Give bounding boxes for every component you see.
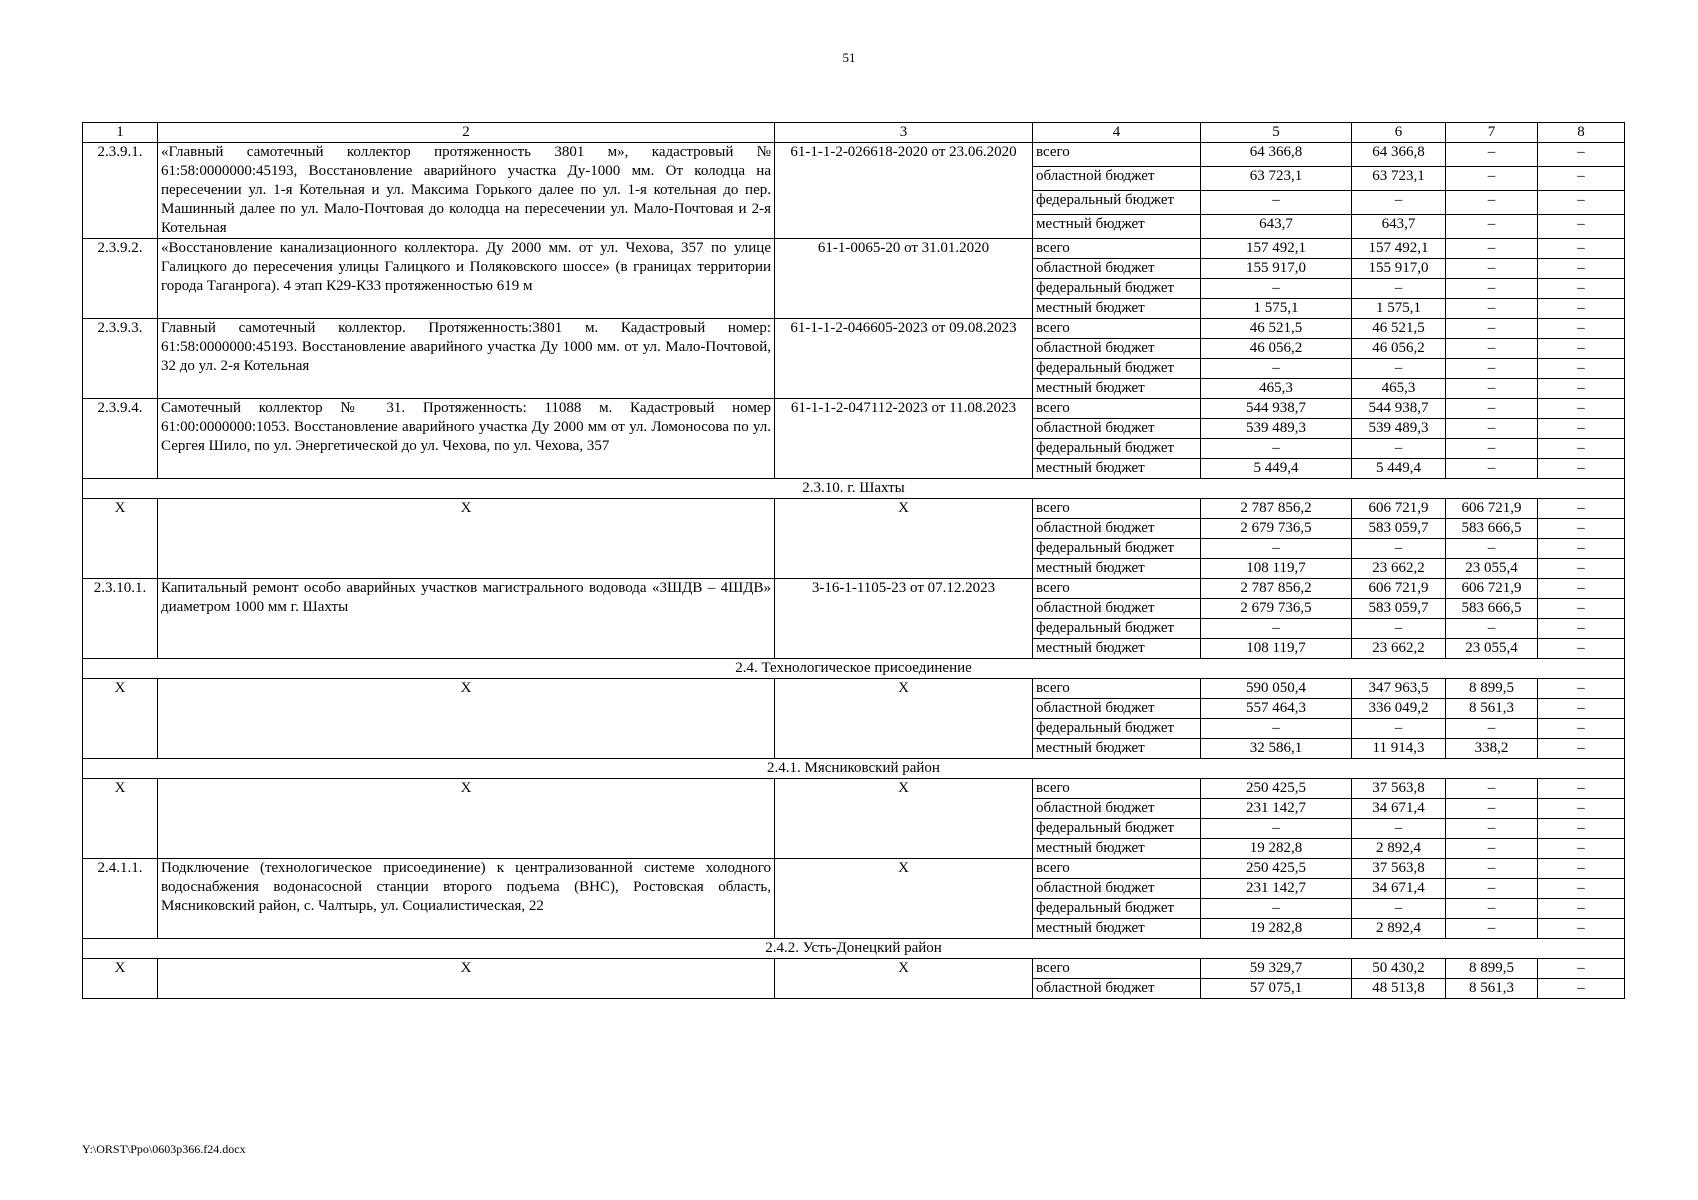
funding-source: областной бюджет bbox=[1033, 799, 1201, 819]
section-title: 2.4.2. Усть-Донецкий район bbox=[83, 939, 1625, 959]
value-col7: – bbox=[1446, 299, 1538, 319]
value-col8: – bbox=[1538, 699, 1625, 719]
value-col5: 2 787 856,2 bbox=[1201, 499, 1352, 519]
funding-source: местный бюджет bbox=[1033, 839, 1201, 859]
section-row bbox=[83, 939, 1625, 959]
value-col5: 19 282,8 bbox=[1201, 919, 1352, 939]
value-col6: 155 917,0 bbox=[1352, 259, 1446, 279]
funding-source: федеральный бюджет bbox=[1033, 439, 1201, 459]
item-number: 2.3.10.1. bbox=[83, 579, 158, 659]
value-col5: – bbox=[1201, 899, 1352, 919]
value-col5: 544 938,7 bbox=[1201, 399, 1352, 419]
item-registration: Х bbox=[775, 859, 1033, 939]
item-registration: 61-1-1-2-046605-2023 от 09.08.2023 bbox=[775, 319, 1033, 399]
value-col7: – bbox=[1446, 419, 1538, 439]
value-col6: 544 938,7 bbox=[1352, 399, 1446, 419]
value-col6: – bbox=[1352, 359, 1446, 379]
value-col6: 23 662,2 bbox=[1352, 639, 1446, 659]
section-title: 2.4.1. Мясниковский район bbox=[83, 759, 1625, 779]
value-col5: 2 787 856,2 bbox=[1201, 579, 1352, 599]
value-col8: – bbox=[1538, 739, 1625, 759]
header-cell: 8 bbox=[1538, 123, 1625, 143]
value-col7: – bbox=[1446, 239, 1538, 259]
value-col7: – bbox=[1446, 215, 1538, 239]
header-cell: 2 bbox=[158, 123, 775, 143]
funding-source: всего bbox=[1033, 143, 1201, 167]
item-number: 2.4.1.1. bbox=[83, 859, 158, 939]
funding-source: федеральный бюджет bbox=[1033, 359, 1201, 379]
item-description: Х bbox=[158, 679, 775, 759]
value-col5: 155 917,0 bbox=[1201, 259, 1352, 279]
table-row bbox=[83, 399, 1625, 419]
item-number: 2.3.9.4. bbox=[83, 399, 158, 479]
value-col6: 63 723,1 bbox=[1352, 167, 1446, 191]
funding-source: местный бюджет bbox=[1033, 919, 1201, 939]
value-col5: 643,7 bbox=[1201, 215, 1352, 239]
header-cell: 6 bbox=[1352, 123, 1446, 143]
value-col6: 23 662,2 bbox=[1352, 559, 1446, 579]
value-col5: 465,3 bbox=[1201, 379, 1352, 399]
value-col5: 32 586,1 bbox=[1201, 739, 1352, 759]
value-col7: 8 561,3 bbox=[1446, 699, 1538, 719]
value-col7: 23 055,4 bbox=[1446, 639, 1538, 659]
value-col6: 46 521,5 bbox=[1352, 319, 1446, 339]
funding-source: областной бюджет bbox=[1033, 339, 1201, 359]
item-registration: Х bbox=[775, 959, 1033, 999]
funding-source: всего bbox=[1033, 959, 1201, 979]
funding-source: местный бюджет bbox=[1033, 379, 1201, 399]
item-description: Подключение (технологическое присоединение) к централизованной системе холодного водоснабжения водонасосной станции второго подъема (ВНС), Ростовская область, Мясниковский район, с. Чалтырь, ул. Социалистическая, 22 bbox=[158, 859, 775, 939]
value-col5: 46 056,2 bbox=[1201, 339, 1352, 359]
table-row bbox=[83, 779, 1625, 799]
value-col8: – bbox=[1538, 339, 1625, 359]
funding-source: областной бюджет bbox=[1033, 979, 1201, 999]
value-col7: – bbox=[1446, 619, 1538, 639]
value-col5: 590 050,4 bbox=[1201, 679, 1352, 699]
item-description: Капитальный ремонт особо аварийных участков магистрального водовода «3ШДВ – 4ШДВ» диаметром 1000 мм г. Шахты bbox=[158, 579, 775, 659]
header-cell: 5 bbox=[1201, 123, 1352, 143]
value-col8: – bbox=[1538, 539, 1625, 559]
value-col7: 606 721,9 bbox=[1446, 499, 1538, 519]
item-registration: Х bbox=[775, 679, 1033, 759]
item-description: Х bbox=[158, 499, 775, 579]
item-number: 2.3.9.3. bbox=[83, 319, 158, 399]
section-row bbox=[83, 659, 1625, 679]
item-number: Х bbox=[83, 779, 158, 859]
value-col8: – bbox=[1538, 639, 1625, 659]
value-col7: 23 055,4 bbox=[1446, 559, 1538, 579]
table-row bbox=[83, 959, 1625, 979]
section-row bbox=[83, 759, 1625, 779]
value-col6: 606 721,9 bbox=[1352, 579, 1446, 599]
value-col8: – bbox=[1538, 879, 1625, 899]
value-col6: – bbox=[1352, 819, 1446, 839]
value-col8: – bbox=[1538, 239, 1625, 259]
value-col6: 64 366,8 bbox=[1352, 143, 1446, 167]
funding-source: всего bbox=[1033, 319, 1201, 339]
value-col8: – bbox=[1538, 559, 1625, 579]
value-col5: – bbox=[1201, 191, 1352, 215]
value-col8: – bbox=[1538, 899, 1625, 919]
value-col8: – bbox=[1538, 299, 1625, 319]
value-col5: – bbox=[1201, 539, 1352, 559]
value-col8: – bbox=[1538, 919, 1625, 939]
funding-source: местный бюджет bbox=[1033, 299, 1201, 319]
funding-source: федеральный бюджет bbox=[1033, 819, 1201, 839]
value-col8: – bbox=[1538, 215, 1625, 239]
value-col6: – bbox=[1352, 279, 1446, 299]
value-col6: 2 892,4 bbox=[1352, 839, 1446, 859]
value-col7: 583 666,5 bbox=[1446, 599, 1538, 619]
value-col6: – bbox=[1352, 439, 1446, 459]
item-description: «Восстановление канализационного коллектора. Ду 2000 мм. от ул. Чехова, 357 по улице Галицкого до пересечения улицы Галицкого и Поляковского шоссе» (в границах территории города Таганрога). 4 этап К29-К33 протяженностью 619 м bbox=[158, 239, 775, 319]
item-number: Х bbox=[83, 499, 158, 579]
value-col6: – bbox=[1352, 191, 1446, 215]
item-description: Х bbox=[158, 959, 775, 999]
value-col5: 157 492,1 bbox=[1201, 239, 1352, 259]
value-col5: 231 142,7 bbox=[1201, 799, 1352, 819]
value-col5: 2 679 736,5 bbox=[1201, 519, 1352, 539]
value-col8: – bbox=[1538, 359, 1625, 379]
item-registration: 61-1-0065-20 от 31.01.2020 bbox=[775, 239, 1033, 319]
value-col8: – bbox=[1538, 419, 1625, 439]
value-col8: – bbox=[1538, 459, 1625, 479]
value-col5: 46 521,5 bbox=[1201, 319, 1352, 339]
value-col5: 5 449,4 bbox=[1201, 459, 1352, 479]
value-col7: – bbox=[1446, 719, 1538, 739]
value-col7: – bbox=[1446, 779, 1538, 799]
funding-source: областной бюджет bbox=[1033, 259, 1201, 279]
item-registration: 3-16-1-1105-23 от 07.12.2023 bbox=[775, 579, 1033, 659]
item-description: «Главный самотечный коллектор протяженность 3801 м», кадастровый № 61:58:0000000:45193, Восстановление аварийного участка Ду-1000 мм. От колодца на пересечении ул. 1-я Котельная и ул. Максима Горького далее по ул. 1-я котельная до пер. Машинный далее по ул. Мало-Почтовая до колодца на пересечении ул. Мало-Почтовая и 2-я Котельная bbox=[158, 143, 775, 239]
value-col7: 606 721,9 bbox=[1446, 579, 1538, 599]
item-number: Х bbox=[83, 679, 158, 759]
value-col5: – bbox=[1201, 719, 1352, 739]
value-col6: 50 430,2 bbox=[1352, 959, 1446, 979]
value-col7: – bbox=[1446, 279, 1538, 299]
value-col7: – bbox=[1446, 539, 1538, 559]
value-col5: – bbox=[1201, 439, 1352, 459]
value-col6: 643,7 bbox=[1352, 215, 1446, 239]
value-col7: 8 899,5 bbox=[1446, 959, 1538, 979]
item-registration: 61-1-1-2-047112-2023 от 11.08.2023 bbox=[775, 399, 1033, 479]
value-col7: – bbox=[1446, 143, 1538, 167]
value-col7: – bbox=[1446, 379, 1538, 399]
item-number: 2.3.9.1. bbox=[83, 143, 158, 239]
value-col6: 347 963,5 bbox=[1352, 679, 1446, 699]
value-col7: – bbox=[1446, 799, 1538, 819]
value-col8: – bbox=[1538, 619, 1625, 639]
value-col6: 48 513,8 bbox=[1352, 979, 1446, 999]
funding-source: федеральный бюджет bbox=[1033, 619, 1201, 639]
value-col7: 8 561,3 bbox=[1446, 979, 1538, 999]
funding-source: всего bbox=[1033, 399, 1201, 419]
value-col8: – bbox=[1538, 319, 1625, 339]
value-col6: 34 671,4 bbox=[1352, 799, 1446, 819]
value-col6: 1 575,1 bbox=[1352, 299, 1446, 319]
value-col5: 59 329,7 bbox=[1201, 959, 1352, 979]
table-row bbox=[83, 319, 1625, 339]
value-col6: 37 563,8 bbox=[1352, 859, 1446, 879]
value-col7: – bbox=[1446, 399, 1538, 419]
value-col6: 336 049,2 bbox=[1352, 699, 1446, 719]
funding-source: местный бюджет bbox=[1033, 639, 1201, 659]
funding-source: областной бюджет bbox=[1033, 519, 1201, 539]
funding-source: всего bbox=[1033, 779, 1201, 799]
value-col8: – bbox=[1538, 859, 1625, 879]
item-registration: 61-1-1-2-026618-2020 от 23.06.2020 bbox=[775, 143, 1033, 239]
funding-source: местный бюджет bbox=[1033, 215, 1201, 239]
table-row bbox=[83, 499, 1625, 519]
item-description: Самотечный коллектор № 31. Протяженность: 11088 м. Кадастровый номер 61:00:0000000:1053. Восстановление аварийного участка Ду 2000 мм от ул. Ломоносова по ул. Сергея Шило, по ул. Энергетической до ул. Чехова, по ул. Чехова, 357 bbox=[158, 399, 775, 479]
value-col8: – bbox=[1538, 819, 1625, 839]
value-col8: – bbox=[1538, 839, 1625, 859]
funding-source: областной бюджет bbox=[1033, 699, 1201, 719]
table-row bbox=[83, 679, 1625, 699]
value-col6: 5 449,4 bbox=[1352, 459, 1446, 479]
value-col8: – bbox=[1538, 959, 1625, 979]
budget-table bbox=[82, 122, 1625, 999]
value-col6: 539 489,3 bbox=[1352, 419, 1446, 439]
header-cell: 7 bbox=[1446, 123, 1538, 143]
table-row bbox=[83, 859, 1625, 879]
funding-source: местный бюджет bbox=[1033, 559, 1201, 579]
value-col5: 231 142,7 bbox=[1201, 879, 1352, 899]
value-col6: – bbox=[1352, 539, 1446, 559]
value-col5: 250 425,5 bbox=[1201, 779, 1352, 799]
funding-source: областной бюджет bbox=[1033, 167, 1201, 191]
value-col7: – bbox=[1446, 439, 1538, 459]
value-col5: – bbox=[1201, 819, 1352, 839]
value-col6: 606 721,9 bbox=[1352, 499, 1446, 519]
value-col7: 583 666,5 bbox=[1446, 519, 1538, 539]
page-number: 51 bbox=[842, 50, 856, 65]
value-col6: – bbox=[1352, 719, 1446, 739]
table-body bbox=[83, 123, 1625, 999]
value-col5: 108 119,7 bbox=[1201, 559, 1352, 579]
funding-source: всего bbox=[1033, 679, 1201, 699]
value-col5: 557 464,3 bbox=[1201, 699, 1352, 719]
value-col8: – bbox=[1538, 779, 1625, 799]
value-col8: – bbox=[1538, 279, 1625, 299]
item-registration: Х bbox=[775, 779, 1033, 859]
funding-source: федеральный бюджет bbox=[1033, 899, 1201, 919]
value-col7: – bbox=[1446, 899, 1538, 919]
header-row bbox=[83, 123, 1625, 143]
value-col8: – bbox=[1538, 439, 1625, 459]
value-col8: – bbox=[1538, 719, 1625, 739]
section-row bbox=[83, 479, 1625, 499]
section-title: 2.4. Технологическое присоединение bbox=[83, 659, 1625, 679]
value-col8: – bbox=[1538, 499, 1625, 519]
value-col7: – bbox=[1446, 459, 1538, 479]
funding-source: всего bbox=[1033, 499, 1201, 519]
value-col8: – bbox=[1538, 599, 1625, 619]
value-col5: 2 679 736,5 bbox=[1201, 599, 1352, 619]
table-row bbox=[83, 239, 1625, 259]
value-col7: – bbox=[1446, 167, 1538, 191]
value-col7: – bbox=[1446, 839, 1538, 859]
value-col7: – bbox=[1446, 191, 1538, 215]
value-col6: 583 059,7 bbox=[1352, 599, 1446, 619]
value-col8: – bbox=[1538, 167, 1625, 191]
value-col6: 2 892,4 bbox=[1352, 919, 1446, 939]
value-col6: 465,3 bbox=[1352, 379, 1446, 399]
value-col8: – bbox=[1538, 143, 1625, 167]
value-col5: 57 075,1 bbox=[1201, 979, 1352, 999]
value-col7: – bbox=[1446, 819, 1538, 839]
value-col5: – bbox=[1201, 359, 1352, 379]
funding-source: областной бюджет bbox=[1033, 599, 1201, 619]
value-col8: – bbox=[1538, 379, 1625, 399]
value-col6: 46 056,2 bbox=[1352, 339, 1446, 359]
value-col5: 108 119,7 bbox=[1201, 639, 1352, 659]
funding-source: всего bbox=[1033, 859, 1201, 879]
header-cell: 4 bbox=[1033, 123, 1201, 143]
funding-source: федеральный бюджет bbox=[1033, 279, 1201, 299]
value-col5: 19 282,8 bbox=[1201, 839, 1352, 859]
value-col7: – bbox=[1446, 259, 1538, 279]
value-col6: 34 671,4 bbox=[1352, 879, 1446, 899]
funding-source: областной бюджет bbox=[1033, 419, 1201, 439]
value-col6: – bbox=[1352, 899, 1446, 919]
value-col8: – bbox=[1538, 191, 1625, 215]
funding-source: местный бюджет bbox=[1033, 459, 1201, 479]
value-col6: – bbox=[1352, 619, 1446, 639]
funding-source: федеральный бюджет bbox=[1033, 539, 1201, 559]
value-col7: – bbox=[1446, 859, 1538, 879]
item-number: 2.3.9.2. bbox=[83, 239, 158, 319]
item-description: Главный самотечный коллектор. Протяженность:3801 м. Кадастровый номер: 61:58:0000000:45193. Восстановление аварийного участка Ду 1000 мм. от ул. Мало-Почтовой, 32 до ул. 2-я Котельная bbox=[158, 319, 775, 399]
item-number: Х bbox=[83, 959, 158, 999]
funding-source: местный бюджет bbox=[1033, 739, 1201, 759]
value-col8: – bbox=[1538, 259, 1625, 279]
section-title: 2.3.10. г. Шахты bbox=[83, 479, 1625, 499]
value-col6: 37 563,8 bbox=[1352, 779, 1446, 799]
value-col8: – bbox=[1538, 979, 1625, 999]
value-col5: 1 575,1 bbox=[1201, 299, 1352, 319]
value-col8: – bbox=[1538, 519, 1625, 539]
value-col5: 539 489,3 bbox=[1201, 419, 1352, 439]
funding-source: всего bbox=[1033, 239, 1201, 259]
value-col5: – bbox=[1201, 619, 1352, 639]
value-col7: – bbox=[1446, 919, 1538, 939]
value-col5: 250 425,5 bbox=[1201, 859, 1352, 879]
funding-source: федеральный бюджет bbox=[1033, 719, 1201, 739]
value-col8: – bbox=[1538, 799, 1625, 819]
value-col6: 583 059,7 bbox=[1352, 519, 1446, 539]
value-col8: – bbox=[1538, 679, 1625, 699]
value-col7: – bbox=[1446, 879, 1538, 899]
value-col8: – bbox=[1538, 579, 1625, 599]
value-col5: 63 723,1 bbox=[1201, 167, 1352, 191]
file-path-footer: Y:\ORST\Ppo\0603p366.f24.docx bbox=[82, 1142, 246, 1156]
table-row bbox=[83, 579, 1625, 599]
value-col6: 157 492,1 bbox=[1352, 239, 1446, 259]
funding-source: областной бюджет bbox=[1033, 879, 1201, 899]
value-col6: 11 914,3 bbox=[1352, 739, 1446, 759]
value-col7: – bbox=[1446, 339, 1538, 359]
table-row bbox=[83, 143, 1625, 167]
item-description: Х bbox=[158, 779, 775, 859]
value-col5: – bbox=[1201, 279, 1352, 299]
value-col7: – bbox=[1446, 359, 1538, 379]
value-col8: – bbox=[1538, 399, 1625, 419]
value-col7: 338,2 bbox=[1446, 739, 1538, 759]
item-registration: Х bbox=[775, 499, 1033, 579]
value-col5: 64 366,8 bbox=[1201, 143, 1352, 167]
funding-source: федеральный бюджет bbox=[1033, 191, 1201, 215]
header-cell: 3 bbox=[775, 123, 1033, 143]
funding-source: всего bbox=[1033, 579, 1201, 599]
header-cell: 1 bbox=[83, 123, 158, 143]
value-col7: 8 899,5 bbox=[1446, 679, 1538, 699]
value-col7: – bbox=[1446, 319, 1538, 339]
